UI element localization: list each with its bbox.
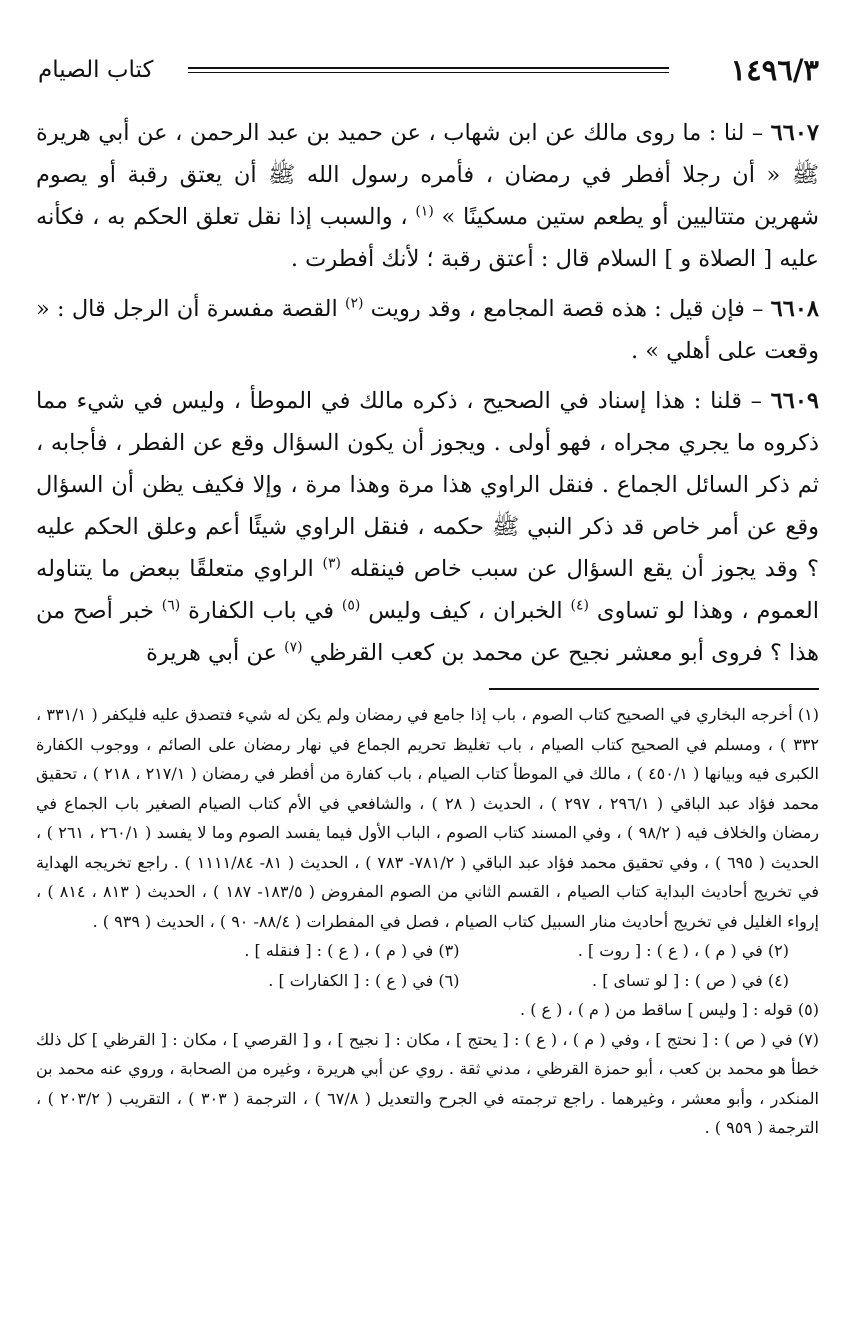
footnote-7: (٧) في ( ص ) : [ نحتج ] ، وفي ( م ) ، ( ع ) : [ يحتج ] ، مكان : [ نجيح ] ، و [ القرصي ] ، مكان : [ القرظي ] كل ذلك خطأ هو محمد بن كعب ، أبو حمزة القرظي ، مدني ثقة . روي عن أبي هريرة ، وغيره من الصحابة ، وروي عنه محمد بن المنكدر ، وأبو معشر ، وغيرهما . راجع ترجمته في الجرح والتعديل ( ٦٧/٨ ) ، الترجمة ( ٣٠٣ ) ، التقريب ( ٢٠٣/٢ ) ، الترجمة ( ٩٥٩ ) . <box>36 1029 820 1137</box>
footnote-ref-1: (١) <box>415 203 434 220</box>
footnote-divider <box>489 688 819 690</box>
paragraph-text: عن أبي هريرة <box>146 640 285 666</box>
footnote-2: (٢) في ( م ) ، ( ع ) : [ روت ] . <box>577 941 789 960</box>
paragraph-text: الخبران ، كيف وليس <box>360 598 571 624</box>
paragraph-text: خبر أصح من هذا ؟ فروى أبو معشر نجيح عن محمد بن كعب القرظي <box>36 598 819 666</box>
main-text <box>36 112 819 682</box>
paragraph-number: ٦٦٠٨ <box>770 296 819 322</box>
footnote-4: (٤) في ( ص ) : [ لو تساى ] . <box>592 970 789 990</box>
footnote-row <box>146 966 789 996</box>
footnote-ref-6: (٦) <box>161 597 181 614</box>
paragraph-number: ٦٦٠٧ <box>770 120 819 146</box>
footnote-ref-4: (٤) <box>570 597 589 614</box>
header-rule <box>188 67 669 73</box>
paragraph-text: في باب الكفارة <box>180 598 342 624</box>
paragraph-text: القصة مفسرة أن الرجل قال : « وقعت على أهلي » . <box>36 296 819 364</box>
footnote-ref-7: (٧) <box>284 639 303 656</box>
paragraph-text: – قلنا : هذا إسناد في الصحيح ، ذكره مالك في الموطأ ، وليس في شيء مما ذكروه ما يجري مجراه ، فهو أولى . ويجوز أن يكون السؤال وقع عن الفطر ، فأجابه ، ثم ذكر السائل الجماع . فنقل الراوي هذا مرة وهذا مرة ، وإلا فكيف يظن أن السؤال وقع عن أمر خاص قد ذكر النبي ﷺ حكمه ، فنقل الراوي شيئًا أعم وعلق الحكم عليه ؟ وقد يجوز أن يقع السؤال عن سبب خاص فينقله <box>36 388 819 582</box>
footnote-3: (٣) في ( م ) ، ( ع ) : [ فنقله ] . <box>244 941 460 960</box>
paragraph-text: ، والسبب إذا نقل تعلق الحكم به ، فكأنه عليه [ الصلاة و ] السلام قال : أعتق رقبة ؛ لأنك أفطرت . <box>36 204 819 272</box>
footnote-row <box>146 936 789 966</box>
footnote-ref-3: (٣) <box>322 555 341 572</box>
running-header <box>38 52 819 88</box>
footnote-6: (٦) في ( ع ) : [ الكفارات ] . <box>268 970 460 990</box>
page-number: ١٤٩٦/٣ <box>730 53 819 87</box>
footnote-ref-2: (٢) <box>344 295 364 312</box>
footnotes <box>36 700 819 1143</box>
book-title: كتاب الصيام <box>38 57 154 83</box>
paragraph-6608 <box>36 288 819 372</box>
paragraph-text: – فإن قيل : هذه قصة المجامع ، وقد رويت <box>363 296 771 322</box>
footnote-ref-5: (٥) <box>341 597 361 614</box>
footnote-1: (١) أخرجه البخاري في الصحيح كتاب الصوم ، باب إذا جامع في رمضان ولم يكن له شيء فتصدق عليه فليكفر ( ٣٣١/١ ، ٣٣٢ ) ، ومسلم في الصحيح كتاب الصيام ، باب تغليظ تحريم الجماع في نهار رمضان على الصائم ، ووجوب الكفارة الكبرى فيه وبيانها ( ٤٥٠/١ ) ، مالك في الموطأ كتاب الصيام ، باب كفارة من أفطر في رمضان ( ٢١٧/١ ، ٢١٨ ) ، تحقيق محمد فؤاد عبد الباقي ( ٢٩٦/١ ، ٢٩٧ ) ، الحديث ( ٢٨ ) ، والشافعي في الأم كتاب الصيام الصغير باب الجماع في رمضان والخلاف فيه ( ٩٨/٢ ) ، وفي المسند كتاب الصوم ، الباب الأول فيما يفسد الصوم وما لا يفسد ( ٢٦٠/١ ، ٢٦١ ) ، الحديث ( ٦٩٥ ) ، وفي تحقيق محمد فؤاد عبد الباقي ( ٧٨١/٢- ٧٨٣ ) ، الحديث ( ٨١- ١١١١/٨٤ ) . راجع تخريجه الهداية في تخريج أحاديث البداية كتاب الصيام ، القسم الثاني من الصوم المفروض ( ١٨٣/٥- ١٨٧ ) ، الحديث ( ٨١٣ ، ٨١٤ ) ، إرواء الغليل في تخريج أحاديث منار السبيل كتاب الصيام ، فصل في المفطرات ( ٨٨/٤- ٩٠ ) ، الحديث ( ٩٣٩ ) . <box>36 705 820 931</box>
footnote-5: (٥) قوله : [ وليس ] ساقط من ( م ) ، ( ع ) . <box>520 1000 819 1019</box>
paragraph-text: الراوي متعلقًا ببعض ما يتناوله العموم ، وهذا لو تساوى <box>36 556 819 624</box>
paragraph-text: – لنا : ما روى مالك عن ابن شهاب ، عن حميد بن عبد الرحمن ، عن أبي هريرة ﷺ « أن رجلا أفطر في رمضان ، فأمره رسول الله ﷺ أن يعتق رقبة أو يصوم شهرين متتاليين أو يطعم ستين مسكينًا » <box>36 120 819 230</box>
paragraph-6609 <box>36 380 819 674</box>
paragraph-6607 <box>36 112 819 280</box>
paragraph-number: ٦٦٠٩ <box>770 388 819 414</box>
